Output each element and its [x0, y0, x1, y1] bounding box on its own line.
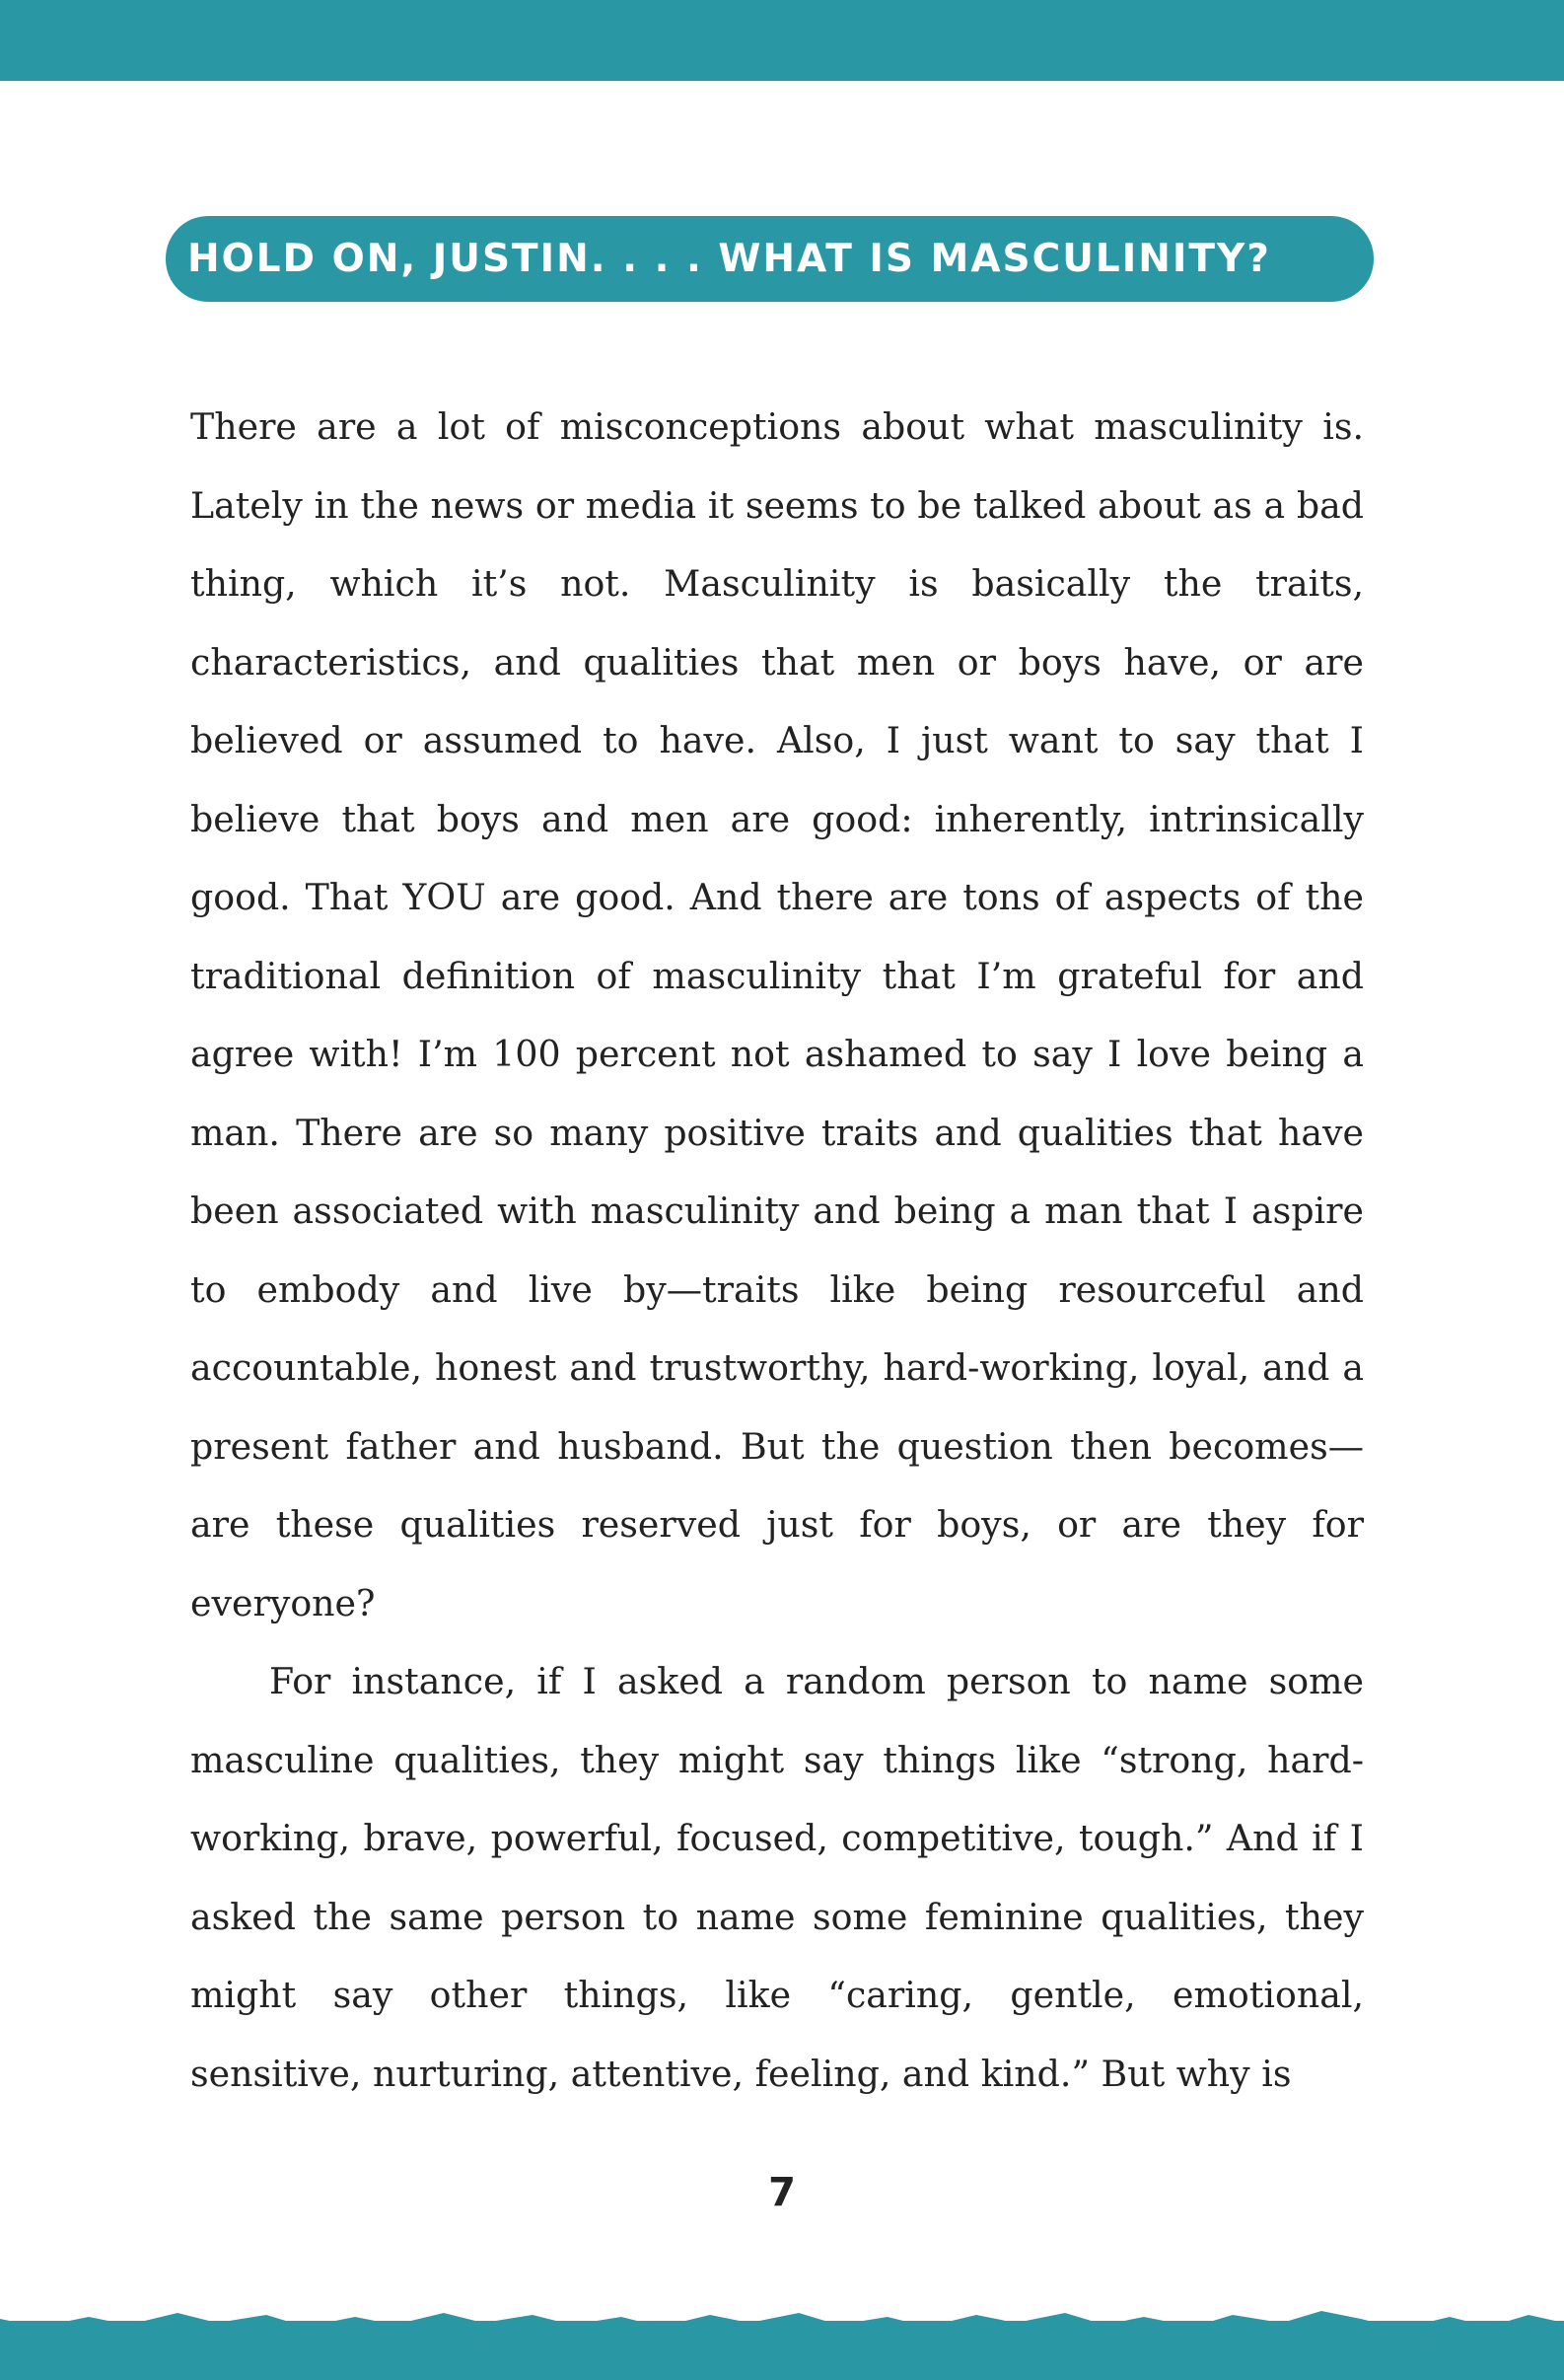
section-heading-banner — [166, 216, 1374, 302]
section-heading: HOLD ON, JUSTIN. . . . WHAT IS MASCULINITY? — [187, 237, 1271, 281]
bottom-torn-edge-band — [0, 2321, 1564, 2380]
paragraph: For instance, if I asked a random person to name some masculine qualities, they might say things like “strong, hard-working, brave, powerful, focused, competitive, tough.” And if I asked the same person to name some feminine qualities, they might say other things, like “caring, gentle, emotional, sensitive, nurturing, attentive, feeling, and kind.” But why is — [190, 1660, 1364, 2095]
top-torn-edge — [0, 47, 1564, 89]
page-number: 7 — [768, 2170, 796, 2215]
body-text — [190, 388, 1364, 2113]
paragraph: There are a lot of misconceptions about what masculinity is. Lately in the news or media it seems to be talked about as a bad thing, which it’s not. Masculinity is basically the traits, characteristics, and qualities that men or boys have, or are believed or assumed to have. Also, I just want to say that I believe that boys and men are good: inherently, intrinsically good. That YOU are good. And there are tons of aspects of the traditional definition of masculinity that I’m grateful for and agree with! I’m 100 percent not ashamed to say I love being a man. There are so many positive traits and qualities that have been associated with masculinity and being a man that I aspire to embody and live by—traits like being resourceful and accountable, honest and trustworthy, hard-working, loyal, and a present father and husband. But the question then becomes—are these qualities reserved just for boys, or are they for everyone? — [190, 405, 1364, 1624]
